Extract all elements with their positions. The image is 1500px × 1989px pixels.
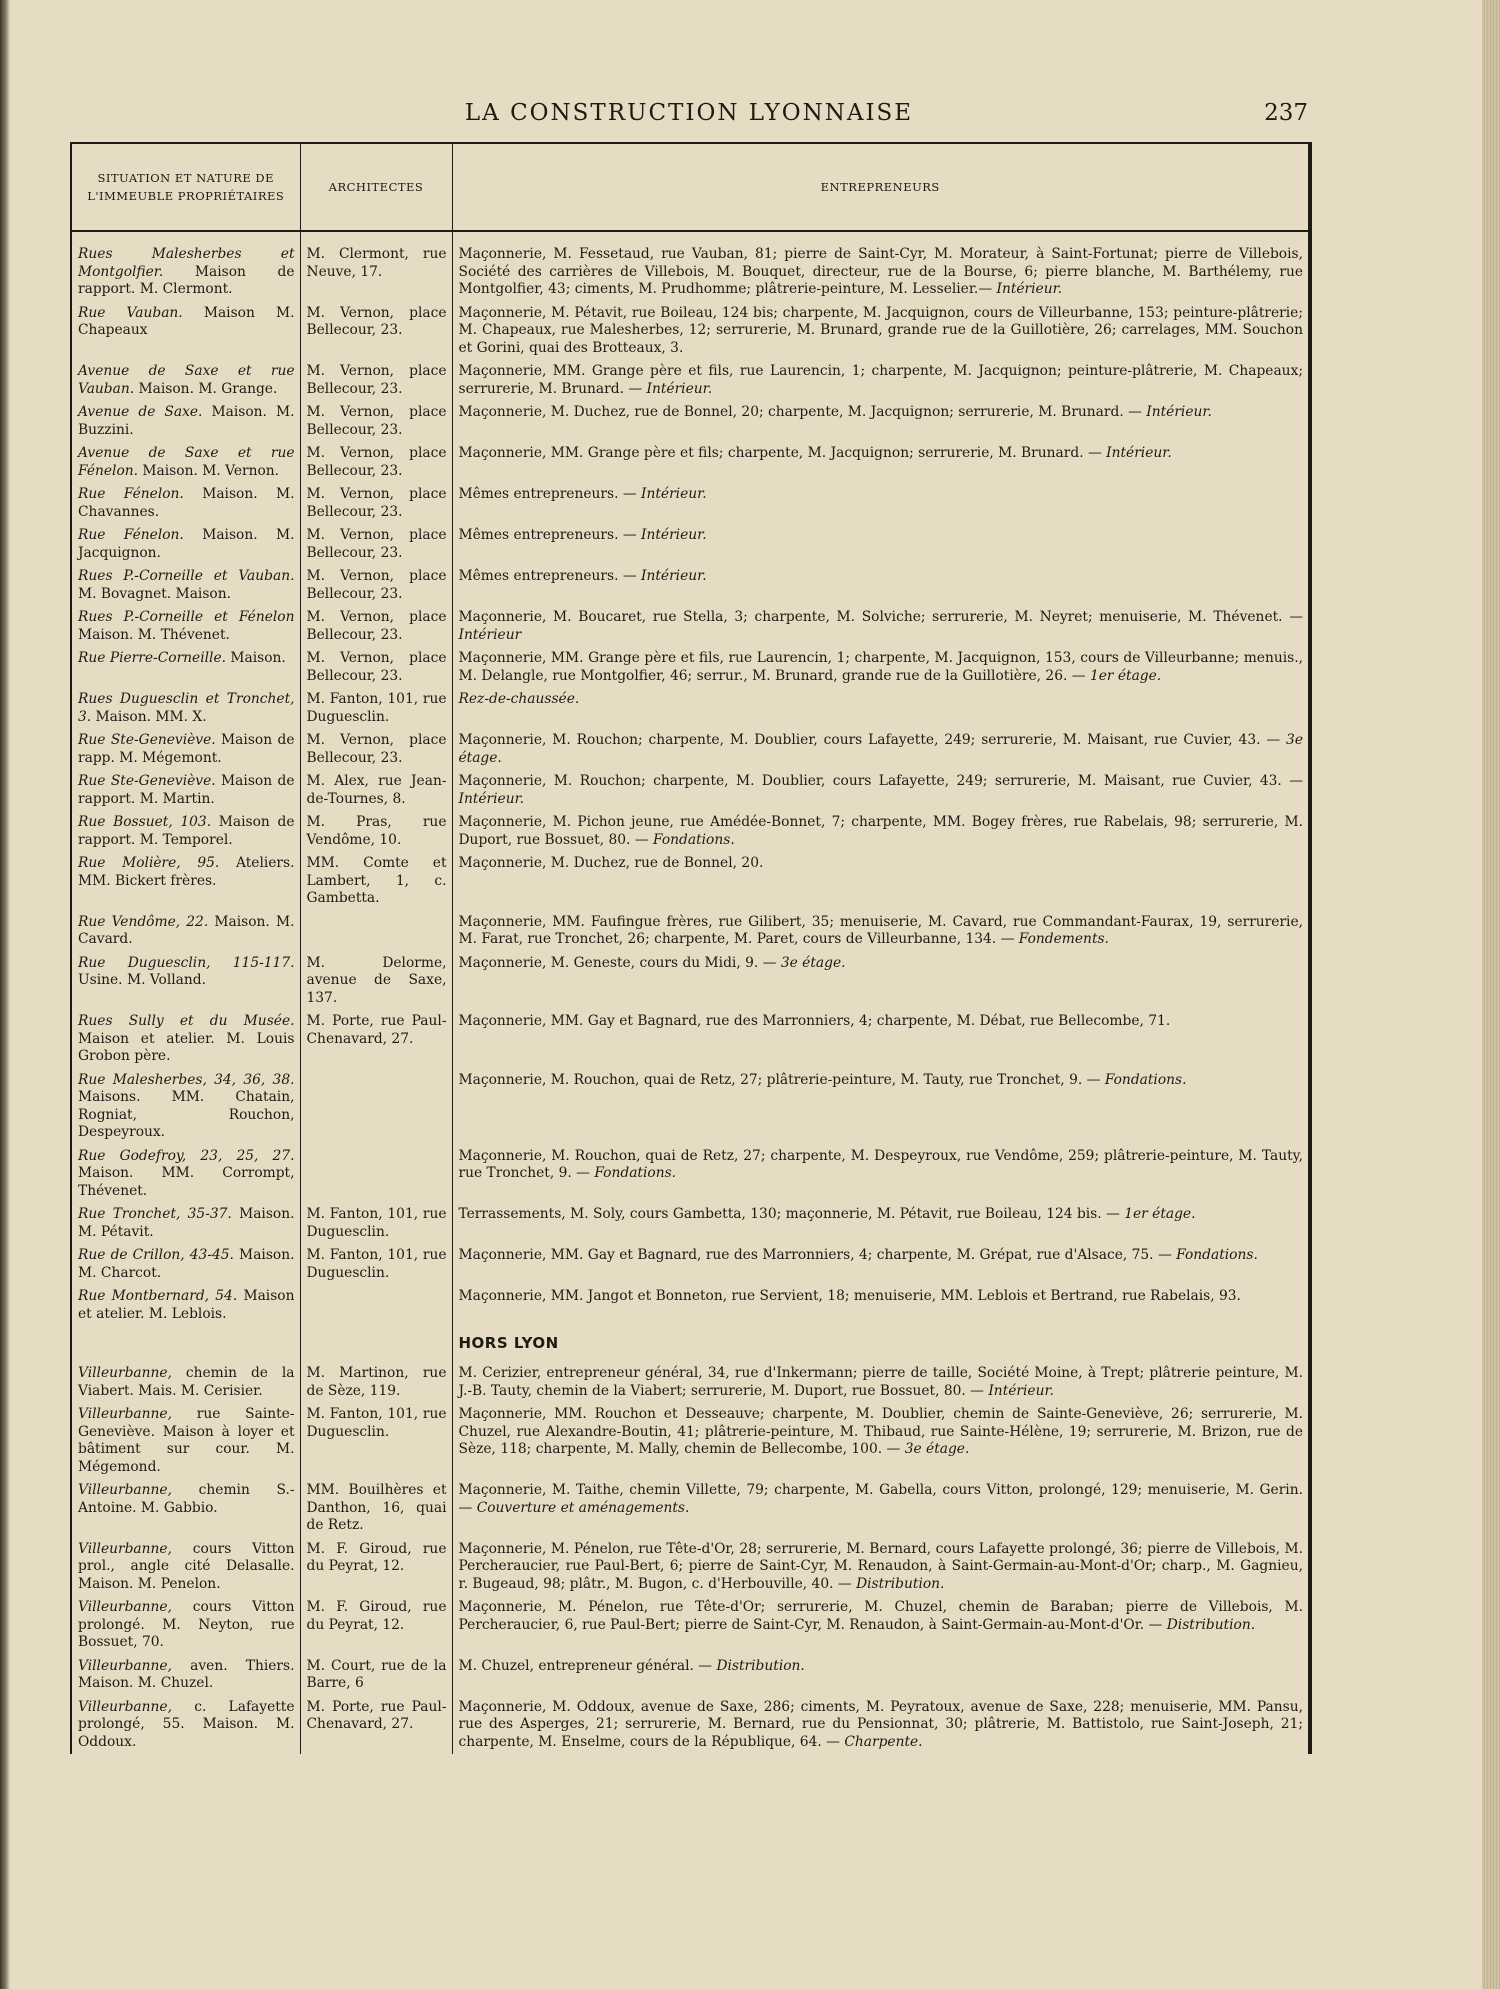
cell-entrepreneurs	[452, 688, 1308, 729]
works-text: M. Cerizier, entrepreneur général, 34, rue d'Inkermann; pierre de taille, Société Moine, à Trept; plâtrerie peinture, M. J.-B. Tauty, chemin de la Viabert; serrurerie, M. Duport, rue Bossuet, 80. —	[458, 1365, 1303, 1399]
owner-text: Maison de rapport. M. Martin.	[78, 773, 295, 807]
cell-situation	[72, 1696, 300, 1755]
cell-situation	[72, 442, 300, 483]
stage-tag: Intérieur	[458, 626, 522, 643]
works-text: Maçonnerie, M. Duchez, rue de Bonnel, 20; charpente, M. Jacquignon; serrurerie, M. Brunard. —	[458, 404, 1147, 420]
works-text: Maçonnerie, MM. Grange père et fils, rue Laurencin, 1; charpente, M. Jacquignon; peinture-plâtrerie, M. Chapeaux; serrurerie, M. Brunard. —	[458, 363, 1303, 397]
location-name: Villeurbanne,	[78, 1599, 172, 1615]
cell-situation	[72, 1362, 300, 1403]
table-row	[72, 1362, 1308, 1403]
column-header-situation: SITUATION ET NATURE DE L'IMMEUBLE PROPRIÉTAIRES	[72, 144, 300, 231]
cell-architecte: MM. Bouilhères et Danthon, 16, quai de Retz.	[300, 1479, 452, 1538]
stage-tag: Fondements.	[1018, 931, 1109, 947]
cell-situation	[72, 606, 300, 647]
cell-architecte: M. Vernon, place Bellecour, 23.	[300, 606, 452, 647]
location-name: Avenue de Saxe et rue Vauban.	[78, 363, 295, 397]
cell-architecte: M. Alex, rue Jean-de-Tournes, 8.	[300, 770, 452, 811]
cell-architecte: M. Clermont, rue Neuve, 17.	[300, 231, 452, 302]
cell-architecte: M. Vernon, place Bellecour, 23.	[300, 442, 452, 483]
works-text: Maçonnerie, M. Rouchon; charpente, M. Doublier, cours Lafayette, 249; serrurerie, M. Maisant, rue Cuvier, 43. —	[458, 773, 1303, 789]
owner-text: c. Lafayette prolongé, 55. Maison. M. Oddoux.	[78, 1698, 295, 1750]
location-name: Rues P.-Corneille et Fénelon	[78, 609, 295, 625]
cell-entrepreneurs	[452, 1596, 1308, 1655]
cell-architecte: MM. Comte et Lambert, 1, c. Gambetta.	[300, 852, 452, 911]
cell-entrepreneurs	[452, 1538, 1308, 1597]
location-name: Rue Ste-Geneviève.	[78, 773, 216, 789]
owner-text: Maison de rapp. M. Mégemont.	[78, 732, 295, 766]
cell-entrepreneurs	[452, 360, 1308, 401]
location-name: Rue Pierre-Corneille.	[78, 650, 226, 666]
owner-text: Maison. M. Pétavit.	[78, 1206, 295, 1240]
table-row	[72, 1244, 1308, 1285]
stage-tag: Intérieur.	[996, 281, 1063, 297]
owner-text: chemin S.-Antoine. M. Gabbio.	[78, 1482, 295, 1516]
table-row	[72, 688, 1308, 729]
stage-tag: Intérieur.	[646, 380, 713, 397]
works-text: Maçonnerie, M. Taithe, chemin Villette, 79; charpente, M. Gabella, cours Vitton, prolongé, 129; menuiserie, M. Gerin. —	[458, 1482, 1303, 1516]
cell-entrepreneurs	[452, 1696, 1308, 1755]
cell-entrepreneurs	[452, 302, 1308, 361]
cell-situation	[72, 1655, 300, 1696]
location-name: Rues Duguesclin et Tronchet, 3.	[78, 691, 295, 725]
cell-entrepreneurs	[452, 231, 1308, 302]
page-number: 237	[1264, 100, 1308, 126]
owner-text: Maison. M. Charcot.	[78, 1247, 295, 1281]
register-table-frame	[70, 142, 1312, 1754]
owner-text: Maison. M. Buzzini.	[78, 404, 295, 438]
cell-entrepreneurs	[452, 1479, 1308, 1538]
location-name: Rues P.-Corneille et Vauban.	[78, 568, 295, 584]
cell-architecte: M. Court, rue de la Barre, 6	[300, 1655, 452, 1696]
location-name: Rues Sully et du Musée.	[78, 1013, 295, 1029]
location-name: Villeurbanne,	[78, 1365, 172, 1381]
cell-architecte	[300, 1145, 452, 1204]
location-name: Villeurbanne,	[78, 1406, 172, 1422]
location-name: Avenue de Saxe.	[78, 404, 203, 420]
cell-situation	[72, 1203, 300, 1244]
works-text: Mêmes entrepreneurs. —	[458, 568, 642, 584]
stage-tag: Intérieur.	[988, 1382, 1054, 1399]
location-name: Rue Fénelon.	[78, 486, 184, 502]
location-name: Rue Tronchet, 35-37.	[78, 1206, 232, 1222]
stage-tag: 1er étage.	[1124, 1206, 1196, 1222]
cell-architecte: M. Vernon, place Bellecour, 23.	[300, 524, 452, 565]
table-row	[72, 1655, 1308, 1696]
table-row	[72, 1696, 1308, 1755]
location-name: Rue Vendôme, 22.	[78, 913, 209, 930]
cell-architecte: M. Fanton, 101, rue Duguesclin.	[300, 1403, 452, 1479]
cell-entrepreneurs	[452, 852, 1308, 911]
works-text: Maçonnerie, MM. Grange père et fils; charpente, M. Jacquignon; serrurerie, M. Brunard. —	[458, 445, 1107, 461]
cell-entrepreneurs	[452, 483, 1308, 524]
section-spacer	[72, 1326, 300, 1362]
table-row	[72, 1069, 1308, 1145]
cell-entrepreneurs	[452, 524, 1308, 565]
works-text: Maçonnerie, M. Rouchon, quai de Retz, 27; charpente, M. Despeyroux, rue Vendôme, 259; plâtrerie-peinture, M. Tauty, rue Tronchet, 9. —	[458, 1147, 1303, 1181]
works-text: Maçonnerie, M. Pénelon, rue Tête-d'Or, 28; serrurerie, M. Bernard, cours Lafayette prolongé, 36; pierre de Villebois, M. Percheraucier, rue Paul-Bert, 6; pierre de Saint-Cyr, M. Renaudon, à Saint-Germain-au-Mont-d'Or; charp., M. Gagnieu, r. Bugeaud, 98; plâtr., M. Bugon, c. d'Herbouville, 40. —	[458, 1540, 1303, 1592]
works-text: Maçonnerie, M. Geneste, cours du Midi, 9. —	[458, 954, 781, 971]
location-name: Rue Fénelon.	[78, 527, 184, 543]
table-row	[72, 606, 1308, 647]
works-text: Maçonnerie, M. Pichon jeune, rue Amédée-Bonnet, 7; charpente, MM. Bogey frères, rue Rabelais, 98; serrurerie, M. Duport, rue Bossuet, 80. —	[458, 814, 1303, 848]
table-row	[72, 770, 1308, 811]
owner-text: Maison et atelier. M. Leblois.	[78, 1288, 295, 1322]
location-name: Rue Duguesclin, 115-117.	[78, 954, 295, 971]
stage-tag: Intérieur.	[1106, 445, 1172, 461]
cell-architecte: M. Fanton, 101, rue Duguesclin.	[300, 1203, 452, 1244]
works-text: Maçonnerie, M. Boucaret, rue Stella, 3; charpente, M. Solviche; serrurerie, M. Neyret; menuiserie, M. Thévenet. —	[458, 609, 1303, 625]
cell-architecte	[300, 911, 452, 952]
cell-architecte: M. Delorme, avenue de Saxe, 137.	[300, 952, 452, 1011]
owner-text: Maison M. Chapeaux	[78, 304, 295, 338]
cell-situation	[72, 231, 300, 302]
owner-text: Maison. M. Cavard.	[78, 913, 295, 947]
owner-text: M. Bovagnet. Maison.	[78, 585, 231, 602]
owner-text: rue Sainte-Geneviève. Maison à loyer et bâtiment sur cour. M. Mégemond.	[78, 1406, 295, 1475]
owner-text: Ateliers. MM. Bickert frères.	[78, 855, 295, 889]
table-row	[72, 483, 1308, 524]
cell-architecte: M. Porte, rue Paul-Chenavard, 27.	[300, 1010, 452, 1069]
owner-text: cours Vitton prol., angle cité Delasalle. Maison. M. Penelon.	[78, 1540, 295, 1592]
works-text: Mêmes entrepreneurs. —	[458, 527, 642, 543]
location-name: Rue Godefroy, 23, 25, 27.	[78, 1147, 295, 1164]
binding-shadow	[0, 0, 10, 1989]
cell-architecte: M. F. Giroud, rue du Peyrat, 12.	[300, 1596, 452, 1655]
stage-tag: Intérieur.	[641, 486, 707, 502]
table-row	[72, 952, 1308, 1011]
table-header-row	[72, 144, 1308, 231]
owner-text: Maison. M. Vernon.	[138, 462, 280, 479]
cell-situation	[72, 1479, 300, 1538]
cell-entrepreneurs	[452, 1069, 1308, 1145]
cell-architecte: M. Vernon, place Bellecour, 23.	[300, 729, 452, 770]
location-name: Rues Malesherbes et Montgolfier.	[78, 246, 295, 280]
location-name: Rue de Crillon, 43-45.	[78, 1247, 234, 1263]
cell-situation	[72, 811, 300, 852]
works-text: Maçonnerie, M. Pétavit, rue Boileau, 124 bis; charpente, M. Jacquignon, cours de Villeurbanne, 153; peinture-plâtrerie; M. Chapeaux, rue Malesherbes, 12; serrurerie, M. Brunard, grande rue de la Guillotière, 26; carrelages, MM. Souchon et Gorini, quai des Brotteaux, 3.	[458, 304, 1303, 356]
cell-situation	[72, 647, 300, 688]
stage-tag: Fondations.	[594, 1165, 677, 1181]
stage-tag: Intérieur.	[641, 568, 707, 584]
cell-architecte	[300, 1285, 452, 1326]
owner-text: Maison.	[226, 650, 286, 666]
cell-situation	[72, 524, 300, 565]
works-text: Maçonnerie, MM. Jangot et Bonneton, rue Servient, 18; menuiserie, MM. Leblois et Bertrand, rue Rabelais, 93.	[458, 1288, 1241, 1304]
cell-situation	[72, 1596, 300, 1655]
cell-architecte: M. Porte, rue Paul-Chenavard, 27.	[300, 1696, 452, 1755]
cell-architecte: M. Vernon, place Bellecour, 23.	[300, 565, 452, 606]
cell-entrepreneurs	[452, 1203, 1308, 1244]
stage-tag: Intérieur.	[1146, 404, 1212, 420]
table-row	[72, 1145, 1308, 1204]
works-text: Maçonnerie, MM. Faufingue frères, rue Gilibert, 35; menuiserie, M. Cavard, rue Commandant-Faurax, 19, serrurerie, M. Farat, rue Tronchet, 26; charpente, M. Paret, cours de Villeurbanne, 134. —	[458, 913, 1303, 947]
journal-title: LA CONSTRUCTION LYONNAISE	[464, 100, 914, 126]
works-text: Maçonnerie, M. Fessetaud, rue Vauban, 81; pierre de Saint-Cyr, M. Morateur, à Saint-Fortunat; pierre de Villebois, Société des carrières de Villebois, M. Bouquet, directeur, rue de la Bourse, 6; pierre blanche, M. Barthélemy, rue Montgolfier, 43; ciments, M. Prudhomme; plâtrerie-peinture, M. Lesselier.—	[458, 246, 1303, 297]
section-row	[72, 1326, 1308, 1362]
cell-situation	[72, 401, 300, 442]
works-text: Maçonnerie, MM. Grange père et fils, rue Laurencin, 1; charpente, M. Jacquignon, 153, cours de Villeurbanne; menuis., M. Delangle, rue Montgolfier, 46; serrur., M. Brunard, grande rue de la Guillotière, 26. —	[458, 650, 1303, 684]
table-row	[72, 1010, 1308, 1069]
owner-text: Maison. M. Thévenet.	[78, 626, 230, 643]
column-header-architectes: ARCHITECTES	[300, 144, 452, 231]
owner-text: Maison de rapport. M. Temporel.	[78, 814, 295, 848]
cell-entrepreneurs	[452, 606, 1308, 647]
location-name: Rue Malesherbes, 34, 36, 38.	[78, 1071, 295, 1088]
location-name: Villeurbanne,	[78, 1482, 172, 1498]
cell-architecte: M. Vernon, place Bellecour, 23.	[300, 483, 452, 524]
cell-situation	[72, 852, 300, 911]
cell-situation	[72, 1403, 300, 1479]
location-name: Rue Montbernard, 54.	[78, 1288, 238, 1304]
cell-entrepreneurs	[452, 1655, 1308, 1696]
location-name: Villeurbanne,	[78, 1698, 172, 1715]
stage-tag: Intérieur.	[458, 790, 525, 807]
cell-entrepreneurs	[452, 401, 1308, 442]
section-spacer	[300, 1326, 452, 1362]
works-text: Terrassements, M. Soly, cours Gambetta, 130; maçonnerie, M. Pétavit, rue Boileau, 124 bis. —	[458, 1206, 1125, 1222]
stage-tag: Charpente.	[844, 1733, 923, 1750]
location-name: Rue Ste-Geneviève.	[78, 732, 216, 748]
stage-tag: Couverture et aménagements.	[476, 1499, 690, 1516]
cell-situation	[72, 911, 300, 952]
column-header-entrepreneurs: ENTREPRENEURS	[452, 144, 1308, 231]
location-name: Villeurbanne,	[78, 1540, 172, 1557]
stage-tag: 3e étage.	[458, 732, 1303, 766]
cell-entrepreneurs	[452, 1145, 1308, 1204]
owner-text: Maison. M. Jacquignon.	[78, 527, 295, 561]
page-stack-edge	[1482, 0, 1500, 1989]
cell-situation	[72, 1538, 300, 1597]
table-row	[72, 647, 1308, 688]
stage-tag: Distribution.	[856, 1575, 945, 1592]
owner-text: Maison et atelier. M. Louis Grobon père.	[78, 1030, 295, 1064]
location-name: Rue Vauban.	[78, 304, 183, 321]
works-text: Maçonnerie, M. Duchez, rue de Bonnel, 20.	[458, 855, 764, 871]
cell-situation	[72, 952, 300, 1011]
table-row	[72, 302, 1308, 361]
cell-architecte: M. F. Giroud, rue du Peyrat, 12.	[300, 1538, 452, 1597]
cell-situation	[72, 729, 300, 770]
cell-situation	[72, 1069, 300, 1145]
works-text: Maçonnerie, MM. Rouchon et Desseauve; charpente, M. Doublier, chemin de Sainte-Geneviève, 26; serrurerie, M. Chuzel, rue Alexandre-Boutin, 41; plâtrerie-peinture, M. Thibaud, rue Sainte-Hélène, 19; serrurerie, M. Brizon, rue de Sèze, 118; charpente, M. Mally, chemin de Bellecombe, 100. —	[458, 1406, 1303, 1457]
owner-text: Maison. M. Chavannes.	[78, 486, 295, 520]
cell-situation	[72, 1145, 300, 1204]
location-name: Rue Bossuet, 103.	[78, 814, 212, 830]
cell-entrepreneurs	[452, 1285, 1308, 1326]
cell-entrepreneurs	[452, 729, 1308, 770]
cell-architecte: M. Fanton, 101, rue Duguesclin.	[300, 688, 452, 729]
stage-tag: 1er étage.	[1089, 667, 1162, 684]
cell-architecte: M. Pras, rue Vendôme, 10.	[300, 811, 452, 852]
cell-architecte: M. Vernon, place Bellecour, 23.	[300, 401, 452, 442]
works-text: Maçonnerie, MM. Gay et Bagnard, rue des Marronniers, 4; charpente, M. Débat, rue Bellecombe, 71.	[458, 1013, 1171, 1029]
works-text: Maçonnerie, M. Rouchon; charpente, M. Doublier, cours Lafayette, 249; serrurerie, M. Maisant, rue Cuvier, 43. —	[458, 732, 1287, 748]
cell-entrepreneurs	[452, 442, 1308, 483]
cell-entrepreneurs	[452, 565, 1308, 606]
stage-tag: Distribution.	[716, 1657, 805, 1674]
works-text: Maçonnerie, M. Pénelon, rue Tête-d'Or; serrurerie, M. Chuzel, chemin de Baraban; pierre de Villebois, M. Percheraucier, 6, rue Paul-Bert; pierre de Saint-Cyr, M. Renaudon, à Saint-Germain-au-Mont-d'Or. —	[458, 1599, 1303, 1633]
stage-tag: Fondations.	[1104, 1071, 1187, 1088]
owner-text: Usine. M. Volland.	[78, 972, 206, 988]
stage-tag: Fondations.	[653, 831, 735, 848]
table-row	[72, 729, 1308, 770]
cell-entrepreneurs	[452, 1244, 1308, 1285]
cell-entrepreneurs	[452, 647, 1308, 688]
table-row	[72, 565, 1308, 606]
register-table	[72, 144, 1308, 1754]
owner-text: aven. Thiers. Maison. M. Chuzel.	[78, 1657, 295, 1691]
table-row	[72, 1285, 1308, 1326]
cell-entrepreneurs	[452, 1010, 1308, 1069]
owner-text: cours Vitton prolongé. M. Neyton, rue Bossuet, 70.	[78, 1599, 295, 1650]
table-row	[72, 231, 1308, 302]
cell-architecte: M. Vernon, place Bellecour, 23.	[300, 647, 452, 688]
cell-architecte: M. Martinon, rue de Sèze, 119.	[300, 1362, 452, 1403]
stage-tag: Distribution.	[1166, 1616, 1256, 1633]
cell-entrepreneurs	[452, 811, 1308, 852]
table-row	[72, 1596, 1308, 1655]
stage-tag: Rez-de-chaussée.	[458, 691, 580, 707]
section-title-hors-lyon: HORS LYON	[458, 1334, 559, 1353]
owner-text: Maison. MM. Corrompt, Thévenet.	[78, 1165, 295, 1199]
cell-entrepreneurs	[452, 911, 1308, 952]
table-row	[72, 401, 1308, 442]
table-row	[72, 1203, 1308, 1244]
page-header	[70, 100, 1308, 130]
table-row	[72, 1538, 1308, 1597]
owner-text: Maison de rapport. M. Clermont.	[78, 263, 295, 297]
cell-architecte: M. Vernon, place Bellecour, 23.	[300, 302, 452, 361]
cell-entrepreneurs	[452, 1362, 1308, 1403]
owner-text: Maison. M. Grange.	[134, 380, 278, 397]
table-row	[72, 911, 1308, 952]
table-body	[72, 231, 1308, 1754]
location-name: Avenue de Saxe et rue Fénelon.	[78, 445, 295, 479]
cell-entrepreneurs	[452, 1403, 1308, 1479]
cell-architecte	[300, 1069, 452, 1145]
works-text: Mêmes entrepreneurs. —	[458, 486, 642, 502]
stage-tag: Fondations.	[1176, 1247, 1258, 1263]
works-text: Maçonnerie, M. Rouchon, quai de Retz, 27; plâtrerie-peinture, M. Tauty, rue Tronchet, 9. —	[458, 1071, 1105, 1088]
cell-situation	[72, 302, 300, 361]
cell-architecte: M. Vernon, place Bellecour, 23.	[300, 360, 452, 401]
cell-situation	[72, 1285, 300, 1326]
table-row	[72, 852, 1308, 911]
works-text: Maçonnerie, M. Oddoux, avenue de Saxe, 286; ciments, M. Peyratoux, avenue de Saxe, 228; menuiserie, MM. Pansu, rue des Asperges, 21; serrurerie, M. Bernard, rue du Pensionnat, 30; plâtrerie, M. Battistolo, rue Saint-Joseph, 21; charpente, M. Enselme, cours de la République, 64. —	[458, 1698, 1303, 1750]
works-text: M. Chuzel, entrepreneur général. —	[458, 1657, 717, 1674]
cell-situation	[72, 565, 300, 606]
table-row	[72, 1479, 1308, 1538]
location-name: Rue Molière, 95.	[78, 855, 220, 871]
table-row	[72, 360, 1308, 401]
owner-text: chemin de la Viabert. Mais. M. Cerisier.	[78, 1365, 295, 1399]
stage-tag: Intérieur.	[641, 527, 707, 543]
stage-tag: 3e étage.	[780, 954, 846, 971]
location-name: Villeurbanne,	[78, 1657, 172, 1674]
cell-situation	[72, 360, 300, 401]
cell-situation	[72, 688, 300, 729]
cell-entrepreneurs	[452, 770, 1308, 811]
cell-situation	[72, 770, 300, 811]
table-row	[72, 1403, 1308, 1479]
stage-tag: 3e étage.	[904, 1441, 970, 1457]
cell-situation	[72, 1244, 300, 1285]
table-row	[72, 524, 1308, 565]
owner-text: Maison. MM. X.	[91, 708, 207, 725]
cell-entrepreneurs	[452, 952, 1308, 1011]
works-text: Maçonnerie, MM. Gay et Bagnard, rue des Marronniers, 4; charpente, M. Grépat, rue d'Alsace, 75. —	[458, 1247, 1177, 1263]
table-row	[72, 811, 1308, 852]
cell-situation	[72, 483, 300, 524]
table-row	[72, 442, 1308, 483]
cell-architecte: M. Fanton, 101, rue Duguesclin.	[300, 1244, 452, 1285]
owner-text: Maisons. MM. Chatain, Rogniat, Rouchon, Despeyroux.	[78, 1089, 295, 1140]
cell-situation	[72, 1010, 300, 1069]
